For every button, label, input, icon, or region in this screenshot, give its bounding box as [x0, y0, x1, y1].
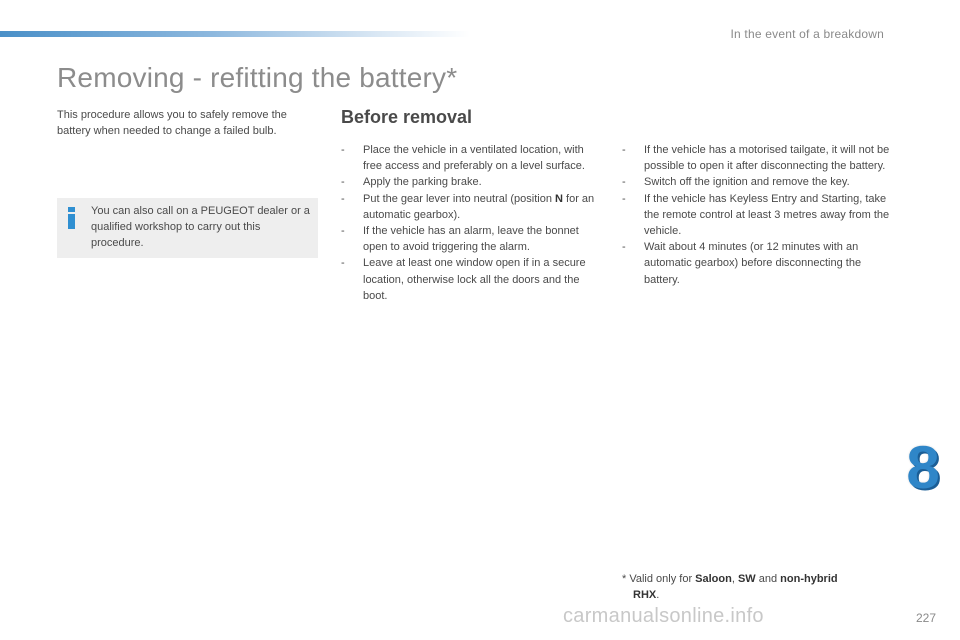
watermark: carmanualsonline.info	[563, 605, 764, 627]
page-number: 227	[915, 611, 936, 625]
intro-paragraph: This procedure allows you to safely remove the battery when needed to change a failed bulb.	[57, 109, 287, 137]
list-item: - Place the vehicle in a ventilated location, with free access and preferably on a level surface.	[341, 142, 603, 174]
steps-list-right	[622, 142, 890, 288]
list-item: - Switch off the ignition and remove the key.	[622, 174, 890, 190]
footnote-marker: *	[622, 573, 627, 585]
gear-position-label: N	[555, 192, 563, 205]
section-header: In the event of a breakdown	[730, 27, 884, 41]
steps-list-left	[341, 142, 603, 304]
page-title: Removing - refitting the battery*	[57, 62, 458, 93]
section-heading: Before removal	[341, 107, 473, 127]
list-item: - Leave at least one window open if in a secure location, otherwise lock all the doors and the boot.	[341, 255, 603, 304]
info-box-text: You can also call on a PEUGEOT dealer or a qualified workshop to carry out this procedure.	[91, 205, 310, 249]
list-item: - If the vehicle has an alarm, leave the bonnet open to avoid triggering the alarm.	[341, 223, 603, 255]
chapter-number-badge: 8	[906, 434, 940, 501]
info-icon	[68, 207, 75, 229]
list-item: - If the vehicle has a motorised tailgate, it will not be possible to open it after disconnecting the battery.	[622, 142, 890, 174]
list-item: - If the vehicle has Keyless Entry and Starting, take the remote control at least 3 metres away from the vehicle.	[622, 191, 890, 240]
list-item: - Apply the parking brake.	[341, 174, 603, 190]
footnote: * Valid only for Saloon, SW and non-hybrid RHX.	[622, 573, 838, 601]
list-item: - Put the gear lever into neutral (position N for an automatic gearbox).	[341, 191, 603, 223]
list-item: - Wait about 4 minutes (or 12 minutes with an automatic gearbox) before disconnecting the battery.	[622, 239, 890, 288]
header-accent-bar	[0, 31, 470, 37]
info-box	[57, 198, 318, 258]
